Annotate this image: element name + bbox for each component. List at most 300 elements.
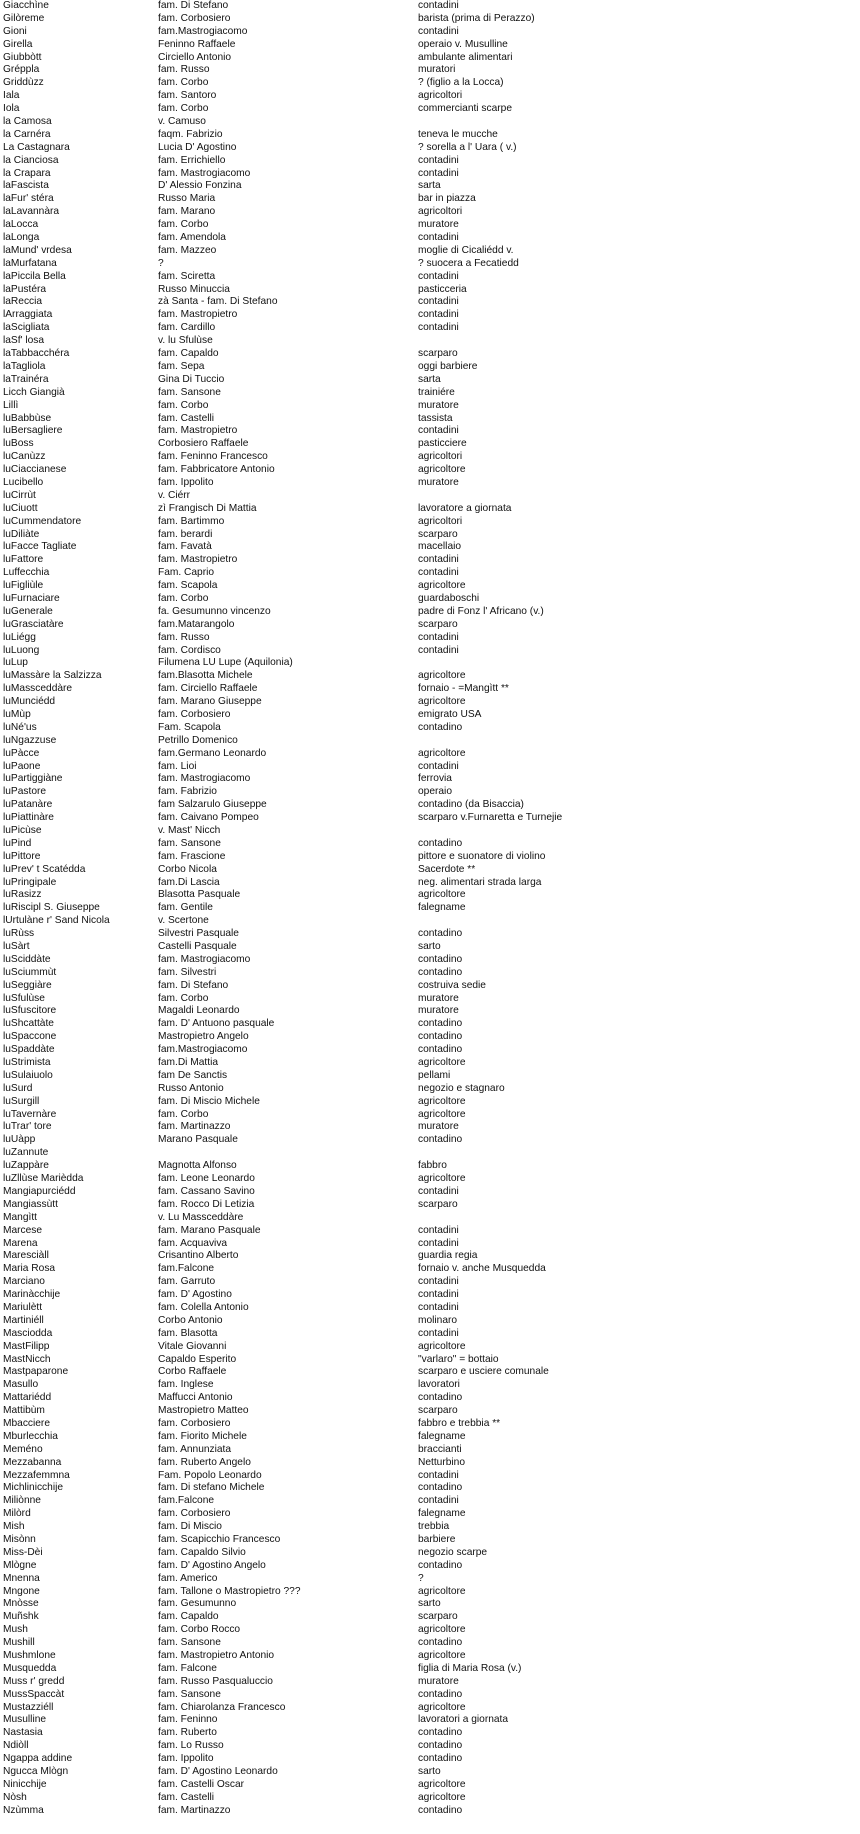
list-row xyxy=(0,1173,860,1186)
family-name: v. Ciérr xyxy=(158,489,191,501)
nickname: luRiscipl S. Giuseppe xyxy=(3,902,100,914)
occupation: contadino xyxy=(418,1753,463,1765)
nickname: Mustazziéll xyxy=(3,1701,54,1713)
family-name: fam. Circiello Raffaele xyxy=(158,683,258,695)
occupation: agricoltore xyxy=(418,889,466,901)
family-name: fam. Sansone xyxy=(158,1637,221,1649)
occupation: costruiva sedie xyxy=(418,979,486,991)
family-name: fam De Sanctis xyxy=(158,1069,228,1081)
family-name: Gina Di Tuccio xyxy=(158,373,225,385)
nickname: Mangìtt xyxy=(3,1211,37,1223)
list-row xyxy=(0,1302,860,1315)
nickname: MussSpaccàt xyxy=(3,1688,65,1700)
occupation: commercianti scarpe xyxy=(418,103,512,115)
family-name: fam.Germano Leonardo xyxy=(158,747,267,759)
nickname: luSciddàte xyxy=(3,953,51,965)
family-name: fam. Marano xyxy=(158,206,216,218)
nickname: Mngone xyxy=(3,1585,40,1597)
list-row xyxy=(0,889,860,902)
nickname: Marinàcchije xyxy=(3,1289,61,1301)
family-name: fam. Chiarolanza Francesco xyxy=(158,1701,286,1713)
occupation: ? sorella a l' Uara ( v.) xyxy=(418,141,517,153)
list-row xyxy=(0,438,860,451)
family-name: fam. Di Miscio xyxy=(158,1521,222,1533)
family-name: fam. Sansone xyxy=(158,1688,221,1700)
occupation: ? xyxy=(418,1572,424,1584)
nickname: la Crapara xyxy=(3,167,51,179)
family-name: fam. D' Agostino Angelo xyxy=(158,1559,266,1571)
occupation: agricoltori xyxy=(418,206,463,218)
nickname: luSfulùse xyxy=(3,992,45,1004)
family-name: fam. Marano Pasquale xyxy=(158,1224,261,1236)
family-name: fam.Di Mattia xyxy=(158,1057,219,1069)
occupation: contadino xyxy=(418,966,463,978)
list-row xyxy=(0,1212,860,1225)
family-name: Blasotta Pasquale xyxy=(158,889,241,901)
family-name: fam. Castelli Oscar xyxy=(158,1778,245,1790)
list-row xyxy=(0,322,860,335)
occupation: contadino xyxy=(418,1637,463,1649)
family-name: Magaldi Leonardo xyxy=(158,1005,240,1017)
list-row xyxy=(0,1031,860,1044)
family-name: fam. Ippolito xyxy=(158,1753,214,1765)
occupation: Netturbino xyxy=(418,1456,466,1468)
nickname: luDiliàte xyxy=(3,528,40,540)
nickname: luBersagliere xyxy=(3,425,63,437)
family-name: fam. Errichiello xyxy=(158,154,226,166)
family-name: fam.Mastrogiacomo xyxy=(158,25,248,37)
list-row xyxy=(0,387,860,400)
nickname: Luffecchia xyxy=(3,567,50,579)
list-row xyxy=(0,1457,860,1470)
occupation: agricoltore xyxy=(418,1057,466,1069)
family-name: fam. Bartimmo xyxy=(158,515,225,527)
list-row xyxy=(0,13,860,26)
occupation: contadini xyxy=(418,554,459,566)
occupation: muratore xyxy=(418,992,459,1004)
list-row xyxy=(0,1096,860,1109)
occupation: scarparo xyxy=(418,528,458,540)
occupation: agricoltore xyxy=(418,1778,466,1790)
list-row xyxy=(0,1508,860,1521)
list-row xyxy=(0,271,860,284)
family-name: fam. Americo xyxy=(158,1572,218,1584)
family-name: fam. Scapicchio Francesco xyxy=(158,1533,281,1545)
occupation: contadino xyxy=(418,1018,463,1030)
occupation: agricoltore xyxy=(418,1095,466,1107)
nickname: Mattariédd xyxy=(3,1392,52,1404)
nickname: luPringipale xyxy=(3,876,57,888)
occupation: contadino xyxy=(418,1740,463,1752)
family-name: fam. Corbo xyxy=(158,592,209,604)
list-row xyxy=(0,567,860,580)
occupation: contadini xyxy=(418,167,459,179)
nickname: luFattore xyxy=(3,554,44,566)
nickname: lUrtulàne r' Sand Nicola xyxy=(3,915,110,927)
nickname: luPaone xyxy=(3,760,41,772)
nickname: laReccia xyxy=(3,296,43,308)
list-row xyxy=(0,309,860,322)
nickname: luPatanàre xyxy=(3,799,53,811)
occupation: contadini xyxy=(418,0,459,11)
family-name: fam. Lo Russo xyxy=(158,1740,224,1752)
occupation: contadino xyxy=(418,1804,463,1816)
occupation: molinaro xyxy=(418,1314,458,1326)
nickname: luMassceddàre xyxy=(3,683,73,695)
occupation: ? suocera a Fecatiedd xyxy=(418,257,519,269)
nickname: Musquedda xyxy=(3,1662,57,1674)
occupation: contadino xyxy=(418,1392,463,1404)
list-row xyxy=(0,1289,860,1302)
nickname: Mlògne xyxy=(3,1559,37,1571)
nickname: luCiaccianese xyxy=(3,464,67,476)
nickname: Milòrd xyxy=(3,1508,31,1520)
nickname: luNé'us xyxy=(3,721,37,733)
list-row xyxy=(0,1470,860,1483)
list-row xyxy=(0,180,860,193)
nickname: luPind xyxy=(3,837,32,849)
nickname: Mish xyxy=(3,1521,25,1533)
nickname: Mezzafemmna xyxy=(3,1469,70,1481)
family-name: Russo Antonio xyxy=(158,1082,224,1094)
nickname: luLup xyxy=(3,657,28,669)
family-name: v. Mast' Nicch xyxy=(158,825,221,836)
family-name: fam. Cassano Savino xyxy=(158,1185,255,1197)
family-name: Castelli Pasquale xyxy=(158,941,237,953)
family-name: fam Salzarulo Giuseppe xyxy=(158,799,267,811)
nickname: Mezzabanna xyxy=(3,1456,62,1468)
list-row xyxy=(0,1779,860,1792)
nickname: laSf' losa xyxy=(3,335,45,347)
nickname: Mushmlone xyxy=(3,1650,56,1661)
family-name: fam. Gesumunno xyxy=(158,1598,237,1610)
occupation: contadini xyxy=(418,232,459,244)
occupation: contadino xyxy=(418,1031,463,1043)
list-row xyxy=(0,786,860,799)
nickname: luZappàre xyxy=(3,1160,49,1172)
occupation: agricoltore xyxy=(418,1624,466,1636)
nickname: luCiuott xyxy=(3,502,38,514)
list-row xyxy=(0,1160,860,1173)
family-name: Circiello Antonio xyxy=(158,51,232,63)
list-row xyxy=(0,348,860,361)
nickname: luSpaddàte xyxy=(3,1044,55,1056)
nickname: luMùp xyxy=(3,708,31,720)
family-name: zà Santa - fam. Di Stefano xyxy=(158,296,278,308)
family-name: fam. Scapola xyxy=(158,580,218,592)
nickname: Maria Rosa xyxy=(3,1263,56,1275)
occupation: contadini xyxy=(418,322,459,334)
nickname: luGenerale xyxy=(3,605,53,617)
nickname: luTrar' tore xyxy=(3,1121,52,1133)
list-row xyxy=(0,77,860,90)
occupation: sarto xyxy=(418,941,441,953)
nickname: Marcese xyxy=(3,1224,43,1236)
family-name: fam. Annunziata xyxy=(158,1443,232,1455)
family-name: Maffucci Antonio xyxy=(158,1392,233,1404)
occupation: contadino xyxy=(418,953,463,965)
occupation: guardia regia xyxy=(418,1250,478,1262)
nickname: luNgazzuse xyxy=(3,734,57,746)
nickname: luCanùzz xyxy=(3,451,46,463)
list-row xyxy=(0,1418,860,1431)
family-name: fam. D' Agostino xyxy=(158,1289,232,1301)
family-name: fam. Mazzeo xyxy=(158,244,217,256)
family-name: fam. Di stefano Michele xyxy=(158,1482,265,1494)
occupation: braccianti xyxy=(418,1443,462,1455)
nickname: luPartiggiàne xyxy=(3,773,63,785)
occupation: agricoltore xyxy=(418,464,466,476)
family-name: fam. Corbo xyxy=(158,219,209,231)
occupation: agricoltore xyxy=(418,1173,466,1185)
family-name: fam. Capaldo xyxy=(158,348,219,360)
list-row xyxy=(0,838,860,851)
occupation: contadino xyxy=(418,1134,463,1146)
occupation: agricoltore xyxy=(418,580,466,592)
nickname: laScigliata xyxy=(3,322,50,334)
occupation: figlia di Maria Rosa (v.) xyxy=(418,1662,522,1674)
family-name: fam. Mastropietro xyxy=(158,554,238,566)
list-row xyxy=(0,1495,860,1508)
nickname: Mastpaparone xyxy=(3,1366,69,1378)
nickname: MastFilipp xyxy=(3,1340,50,1352)
nickname: luSulaiuolo xyxy=(3,1069,53,1081)
nickname: luBabbùse xyxy=(3,412,52,424)
occupation: contadini xyxy=(418,154,459,166)
nickname: Gréppla xyxy=(3,64,40,76)
nickname: Ngappa addine xyxy=(3,1753,73,1765)
nickname: luFurnaciare xyxy=(3,592,60,604)
occupation: contadini xyxy=(418,296,459,308)
occupation: muratore xyxy=(418,1121,459,1133)
occupation: contadino xyxy=(418,1727,463,1739)
family-name: fam. Sansone xyxy=(158,386,221,398)
family-name: fam. Corbo Rocco xyxy=(158,1624,241,1636)
family-name: Silvestri Pasquale xyxy=(158,928,239,940)
nickname: Ninicchije xyxy=(3,1778,47,1790)
occupation: scarparo xyxy=(418,618,458,630)
family-name: fam.Matarangolo xyxy=(158,618,235,630)
occupation: contadino xyxy=(418,1044,463,1056)
occupation: contadino xyxy=(418,1559,463,1571)
list-row xyxy=(0,142,860,155)
nickname: luRasizz xyxy=(3,889,42,901)
list-row xyxy=(0,90,860,103)
family-name: fam. Corbo xyxy=(158,103,209,115)
occupation: contadini xyxy=(418,425,459,437)
list-row xyxy=(0,1134,860,1147)
occupation: ferrovia xyxy=(418,773,452,785)
occupation: ? (figlio a la Locca) xyxy=(418,77,504,89)
occupation: contadini xyxy=(418,1327,459,1339)
nickname: Michlinicchije xyxy=(3,1482,64,1494)
list-row xyxy=(0,709,860,722)
nickname: Lillì xyxy=(3,399,19,411)
list-row xyxy=(0,52,860,65)
occupation: agricoltore xyxy=(418,1650,466,1661)
family-name: fam. Corbosiero xyxy=(158,1417,231,1429)
list-row xyxy=(0,799,860,812)
list-row xyxy=(0,1044,860,1057)
nickname: laTabbacchéra xyxy=(3,348,70,360)
list-row xyxy=(0,541,860,554)
list-row xyxy=(0,1611,860,1624)
list-row xyxy=(0,1702,860,1715)
list-row xyxy=(0,580,860,593)
occupation: falegname xyxy=(418,1508,466,1520)
family-name: fam. Castelli xyxy=(158,1791,215,1803)
nickname: luCirrùt xyxy=(3,489,36,501)
list-row xyxy=(0,696,860,709)
family-name: fam. Martinazzo xyxy=(158,1804,231,1816)
occupation: contadini xyxy=(418,309,459,321)
nickname: Marciano xyxy=(3,1276,45,1288)
list-row xyxy=(0,232,860,245)
family-name: Magnotta Alfonso xyxy=(158,1160,237,1172)
list-row xyxy=(0,1341,860,1354)
occupation: scarparo xyxy=(418,1611,458,1623)
nickname: Ngucca Mlògn xyxy=(3,1766,69,1778)
list-row xyxy=(0,1586,860,1599)
nickname: Mariulètt xyxy=(3,1301,43,1313)
nickname: laLocca xyxy=(3,219,39,231)
list-row xyxy=(0,1225,860,1238)
occupation: contadini xyxy=(418,1185,459,1197)
nickname: Mangiassùtt xyxy=(3,1198,58,1210)
family-name: fam. Tallone o Mastropietro ??? xyxy=(158,1585,301,1597)
nickname: luFigliùle xyxy=(3,580,44,592)
list-row xyxy=(0,116,860,129)
nickname: Nzùmma xyxy=(3,1804,44,1816)
occupation: scarparo v.Furnaretta e Turnejie xyxy=(418,812,563,824)
family-name: fam. Ruberto xyxy=(158,1727,217,1739)
family-name: fam. Leone Leonardo xyxy=(158,1173,255,1185)
list-row xyxy=(0,1444,860,1457)
occupation: negozio e stagnaro xyxy=(418,1082,505,1094)
list-row xyxy=(0,219,860,232)
list-row xyxy=(0,1547,860,1560)
family-name: fam. Sciretta xyxy=(158,270,216,282)
nickname: Miliònne xyxy=(3,1495,41,1507)
occupation: agricoltori xyxy=(418,515,463,527)
family-name: fam. Cordisco xyxy=(158,644,221,656)
family-name: fam. Falcone xyxy=(158,1662,217,1674)
occupation: agricoltore xyxy=(418,1701,466,1713)
nickname: Griddùzz xyxy=(3,77,44,89)
list-row xyxy=(0,1792,860,1805)
nickname: luCummendatore xyxy=(3,515,82,527)
nickname: Mnòsse xyxy=(3,1598,39,1610)
occupation: "varlaro" = bottaio xyxy=(418,1353,499,1365)
family-name: fam. Russo Pasqualuccio xyxy=(158,1675,273,1687)
occupation: contadini xyxy=(418,1301,459,1313)
list-row xyxy=(0,451,860,464)
nickname: Girella xyxy=(3,38,33,50)
occupation: contadini xyxy=(418,1276,459,1288)
nickname: Nòsh xyxy=(3,1791,27,1803)
nickname: Misònn xyxy=(3,1533,36,1545)
occupation: contadini xyxy=(418,567,459,579)
occupation: Sacerdote ** xyxy=(418,863,476,875)
family-name: fam. Fabrizio xyxy=(158,786,217,798)
nickname: laTagliola xyxy=(3,360,46,372)
family-name: v. Scertone xyxy=(158,915,209,927)
nickname: laFascista xyxy=(3,180,49,192)
family-name: v. Camuso xyxy=(158,116,206,128)
family-name: Corbosiero Raffaele xyxy=(158,438,249,450)
nickname: luShcattàte xyxy=(3,1018,54,1030)
nickname: luZannute xyxy=(3,1147,49,1159)
occupation: moglie di Cicaliédd v. xyxy=(418,244,514,256)
nickname: luRùss xyxy=(3,928,35,940)
occupation: padre di Fonz l' Africano (v.) xyxy=(418,605,544,617)
family-name: fam. Lioi xyxy=(158,760,197,772)
nickname: Maresciàll xyxy=(3,1250,49,1262)
occupation: falegname xyxy=(418,902,466,914)
family-name: fam. Martinazzo xyxy=(158,1121,231,1133)
family-name: fam. Di Stefano xyxy=(158,0,229,11)
occupation: contadino xyxy=(418,1482,463,1494)
family-name: Corbo Nicola xyxy=(158,863,217,875)
occupation: contadini xyxy=(418,1289,459,1301)
list-row xyxy=(0,554,860,567)
family-name: fam. Fabbricatore Antonio xyxy=(158,464,275,476)
list-row xyxy=(0,1276,860,1289)
occupation: oggi barbiere xyxy=(418,360,478,372)
family-name: fam. Garruto xyxy=(158,1276,216,1288)
list-row xyxy=(0,26,860,39)
nickname: laPiccila Bella xyxy=(3,270,66,282)
family-name: Crisantino Alberto xyxy=(158,1250,239,1262)
nickname: la Cianciosa xyxy=(3,154,59,166)
list-row xyxy=(0,400,860,413)
nickname: la Carnéra xyxy=(3,128,51,140)
list-row xyxy=(0,1766,860,1779)
nickname: Mnenna xyxy=(3,1572,40,1584)
list-row xyxy=(0,877,860,890)
occupation: muratore xyxy=(418,476,459,488)
nickname: laLavannàra xyxy=(3,206,60,218)
list-row xyxy=(0,1431,860,1444)
nickname: Muñshk xyxy=(3,1611,39,1623)
nickname: La Castagnara xyxy=(3,141,70,153)
occupation: contadino (da Bisaccia) xyxy=(418,799,524,811)
occupation: contadino xyxy=(418,837,463,849)
nickname: Ndiòll xyxy=(3,1740,29,1752)
occupation: operaio xyxy=(418,786,452,798)
list-row xyxy=(0,1328,860,1341)
list-row xyxy=(0,735,860,748)
nickname: Nastasia xyxy=(3,1727,43,1739)
occupation: sarta xyxy=(418,180,441,192)
family-name: fam. Corbo xyxy=(158,399,209,411)
list-row xyxy=(0,464,860,477)
family-name: Marano Pasquale xyxy=(158,1134,238,1146)
list-row xyxy=(0,1199,860,1212)
list-row xyxy=(0,1753,860,1766)
nickname: MastNicch xyxy=(3,1353,51,1365)
nickname: la Camosa xyxy=(3,116,52,128)
family-name: Corbo Antonio xyxy=(158,1314,223,1326)
family-name: fam. berardi xyxy=(158,528,213,540)
nickname: luPicùse xyxy=(3,825,42,836)
occupation: pasticciere xyxy=(418,438,467,450)
occupation: barbiere xyxy=(418,1533,456,1545)
family-name: zì Frangisch Di Mattia xyxy=(158,502,257,514)
list-row xyxy=(0,258,860,271)
nickname: luGrasciatàre xyxy=(3,618,64,630)
list-row xyxy=(0,1315,860,1328)
